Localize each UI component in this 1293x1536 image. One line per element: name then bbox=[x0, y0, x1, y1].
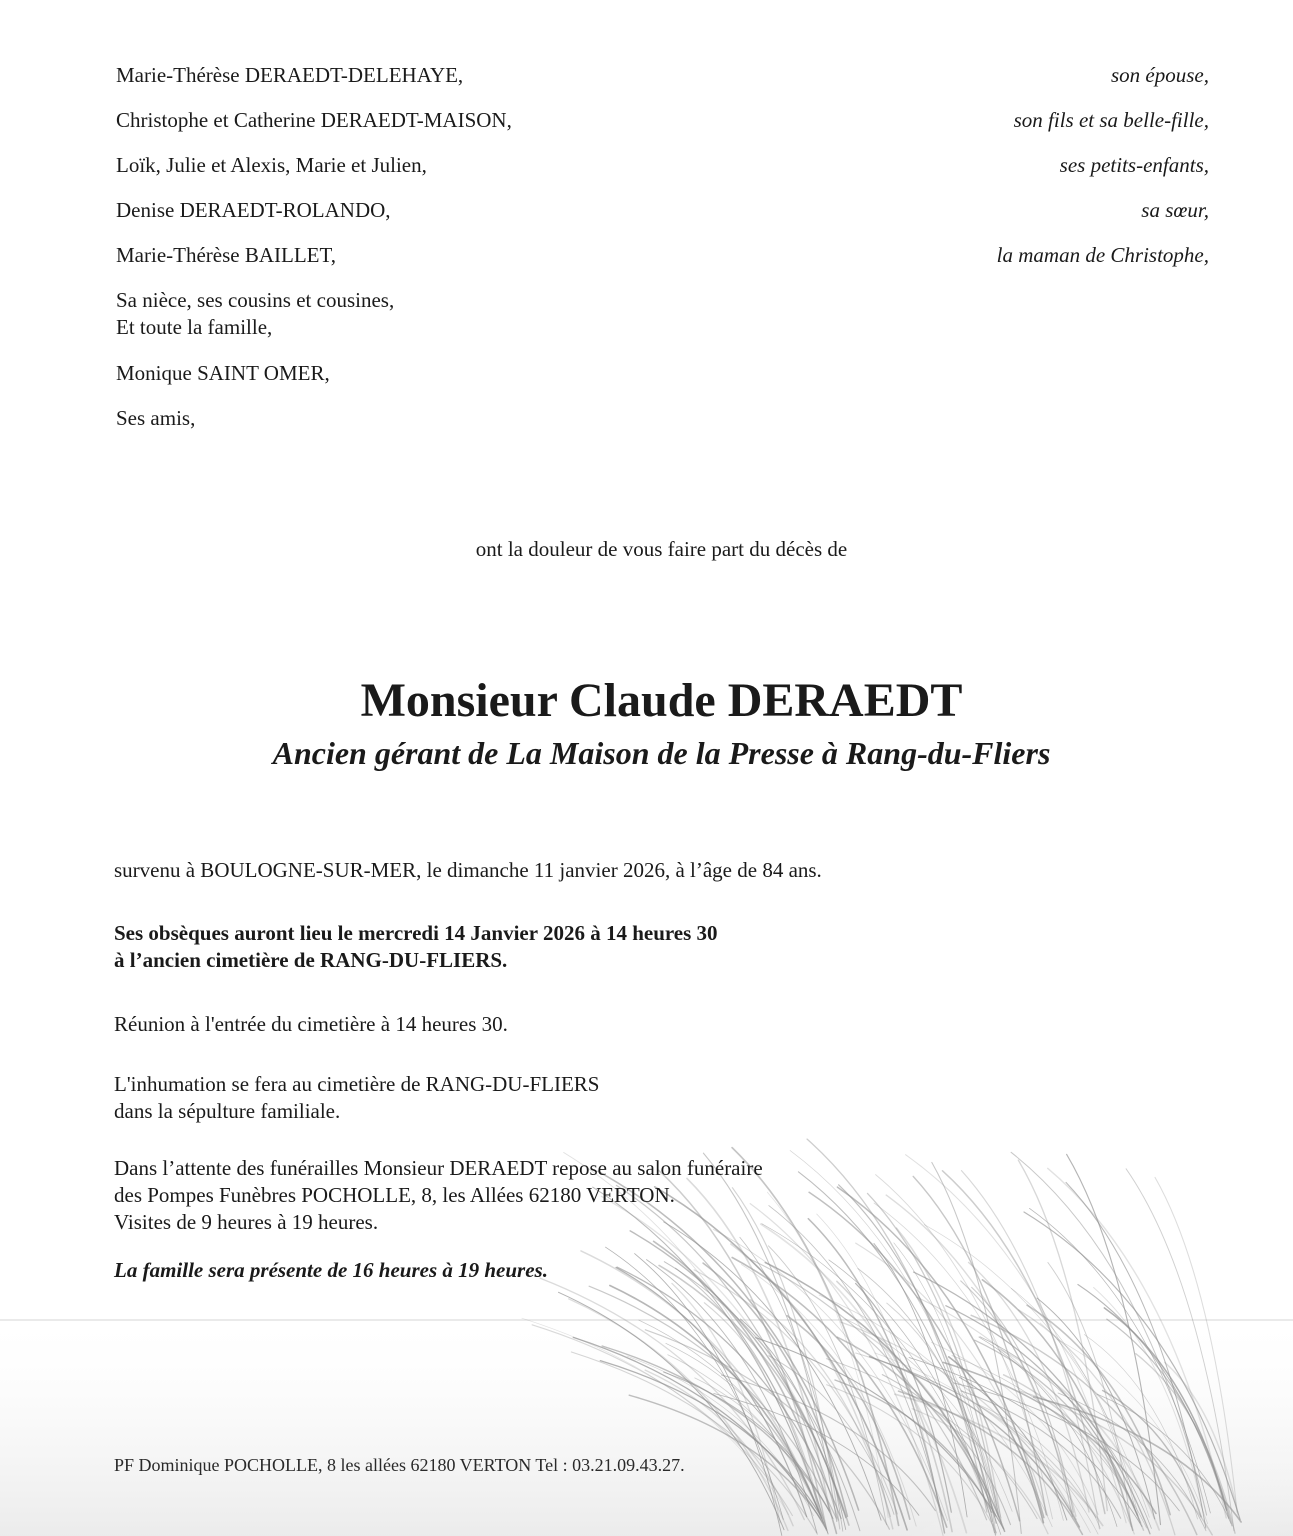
rest-info-line-1: Dans l’attente des funérailles Monsieur DERAEDT repose au salon funéraire bbox=[114, 1156, 763, 1180]
rest-info-line-2: des Pompes Funèbres POCHOLLE, 8, les Allées 62180 VERTON. bbox=[114, 1183, 675, 1207]
family-relation-1: son épouse, bbox=[1111, 63, 1209, 87]
deceased-title: Ancien gérant de La Maison de la Presse à Rang-du-Fliers bbox=[272, 735, 1051, 771]
funeral-info-line-2: à l’ancien cimetière de RANG-DU-FLIERS. bbox=[114, 948, 508, 972]
rest-info-line-3: Visites de 9 heures à 19 heures. bbox=[114, 1210, 379, 1234]
others-line-4: Ses amis, bbox=[116, 406, 196, 430]
family-name-3: Loïk, Julie et Alexis, Marie et Julien, bbox=[116, 153, 427, 177]
family-name-2: Christophe et Catherine DERAEDT-MAISON, bbox=[116, 108, 512, 132]
family-presence: La famille sera présente de 16 heures à 19 heures. bbox=[114, 1258, 548, 1282]
meeting-info: Réunion à l'entrée du cimetière à 14 heures 30. bbox=[114, 1012, 508, 1036]
family-name-1: Marie-Thérèse DERAEDT-DELEHAYE, bbox=[116, 63, 464, 87]
others-line-3: Monique SAINT OMER, bbox=[116, 361, 330, 385]
family-relation-4: sa sœur, bbox=[1141, 198, 1209, 222]
death-details: survenu à BOULOGNE-SUR-MER, le dimanche 11 janvier 2026, à l’âge de 84 ans. bbox=[114, 858, 822, 882]
family-name-4: Denise DERAEDT-ROLANDO, bbox=[116, 198, 391, 222]
others-line-1: Sa nièce, ses cousins et cousines, bbox=[116, 288, 395, 312]
others-line-2: Et toute la famille, bbox=[116, 315, 273, 339]
funeral-home-footer: PF Dominique POCHOLLE, 8 les allées 62180 VERTON Tel : 03.21.09.43.27. bbox=[114, 1455, 685, 1475]
funeral-info-line-1: Ses obsèques auront lieu le mercredi 14 Janvier 2026 à 14 heures 30 bbox=[114, 921, 718, 945]
family-relation-2: son fils et sa belle-fille, bbox=[1013, 108, 1209, 132]
burial-info-line-2: dans la sépulture familiale. bbox=[114, 1099, 341, 1123]
family-relation-3: ses petits-enfants, bbox=[1059, 153, 1209, 177]
family-relation-5: la maman de Christophe, bbox=[996, 243, 1209, 267]
burial-info-line-1: L'inhumation se fera au cimetière de RANG-DU-FLIERS bbox=[114, 1072, 600, 1096]
family-name-5: Marie-Thérèse BAILLET, bbox=[116, 243, 337, 267]
deceased-name: Monsieur Claude DERAEDT bbox=[360, 674, 963, 727]
announcement-intro: ont la douleur de vous faire part du décès de bbox=[475, 537, 848, 561]
